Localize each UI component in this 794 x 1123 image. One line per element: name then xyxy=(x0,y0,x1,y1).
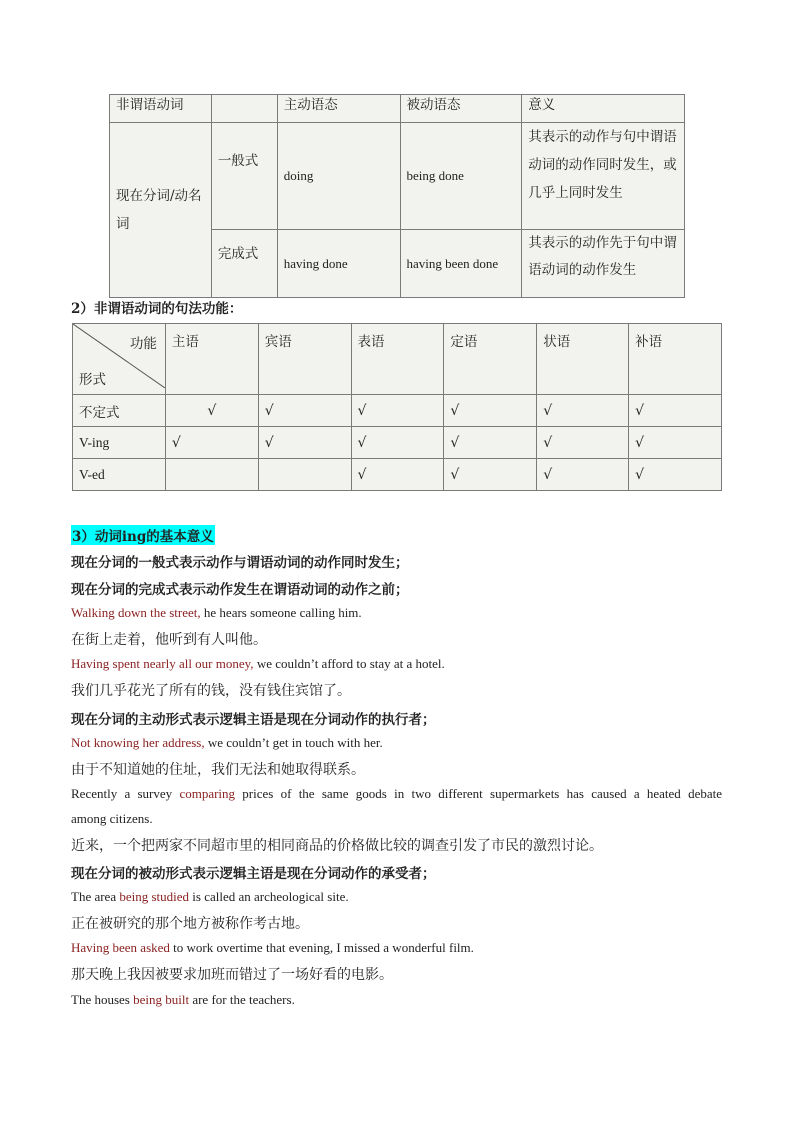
header-cell: 状语 xyxy=(537,324,629,395)
active-cell: having done xyxy=(277,230,400,298)
check-cell: √ xyxy=(537,395,629,427)
row-label-cell: 现在分词/动名词 xyxy=(110,123,212,298)
highlighted-phrase: comparing xyxy=(179,786,236,801)
sentence-rest: we couldn’t afford to stay at a hotel. xyxy=(253,656,445,671)
highlighted-phrase: being studied xyxy=(119,889,190,904)
sentence-start: The houses xyxy=(71,992,134,1007)
rule-text: 现在分词的主动形式表示逻辑主语是现在分词动作的执行者； xyxy=(71,712,436,728)
check-cell: √ xyxy=(351,427,444,459)
header-cell: 意义 xyxy=(522,95,685,123)
header-cell: 表语 xyxy=(351,324,444,395)
table-header-row xyxy=(73,324,722,395)
table-row xyxy=(73,459,722,491)
header-cell: 主动语态 xyxy=(277,95,400,123)
highlighted-phrase: Walking down the street, xyxy=(71,605,201,620)
form-cell: 不定式 xyxy=(73,395,166,427)
check-cell: √ xyxy=(444,459,537,491)
header-cell xyxy=(211,95,277,123)
check-cell: √ xyxy=(258,395,351,427)
header-cell: 被动语态 xyxy=(400,95,522,123)
check-cell: √ xyxy=(629,395,722,427)
meaning-cell: 其表示的动作先于句中谓语动词的动作发生 xyxy=(522,230,685,298)
check-cell: √ xyxy=(629,459,722,491)
check-cell: √ xyxy=(537,427,629,459)
highlighted-phrase: Not knowing her address, xyxy=(71,735,205,750)
table-row xyxy=(73,427,722,459)
diag-top-label: 功能 xyxy=(129,336,157,352)
highlighted-phrase: being built xyxy=(133,992,190,1007)
header-cell: 非谓语动词 xyxy=(110,95,212,123)
form-cell: 完成式 xyxy=(211,230,277,298)
check-cell: √ xyxy=(351,459,444,491)
passive-cell: being done xyxy=(400,123,522,230)
translation: 正在被研究的那个地方被称作考古地。 xyxy=(71,916,309,932)
active-cell: doing xyxy=(277,123,400,230)
sentence-rest: are for the teachers. xyxy=(189,992,295,1007)
table-row xyxy=(73,395,722,427)
diag-bottom-label: 形式 xyxy=(79,372,106,388)
check-cell: √ xyxy=(165,395,258,427)
diagonal-header-cell xyxy=(73,324,166,395)
form-cell: V-ed xyxy=(73,459,166,491)
meaning-cell: 其表示的动作与句中谓语动词的动作同时发生，或几乎上同时发生 xyxy=(522,123,685,230)
form-cell: 一般式 xyxy=(211,123,277,230)
check-cell: √ xyxy=(537,459,629,491)
syntactic-function-table xyxy=(72,323,722,491)
header-cell: 定语 xyxy=(444,324,537,395)
check-cell: √ xyxy=(258,427,351,459)
translation: 那天晚上我因被要求加班而错过了一场好看的电影。 xyxy=(71,967,393,983)
check-cell: √ xyxy=(351,395,444,427)
example-sentence xyxy=(71,889,349,905)
sentence-rest: he hears someone calling him. xyxy=(200,605,362,620)
table-header-row xyxy=(110,95,685,123)
translation: 我们几乎花光了所有的钱，没有钱住宾馆了。 xyxy=(71,683,351,699)
header-cell: 补语 xyxy=(629,324,722,395)
voice-forms-table xyxy=(109,94,685,298)
check-cell xyxy=(165,459,258,491)
check-cell: √ xyxy=(444,395,537,427)
highlighted-phrase: Having spent nearly all our money, xyxy=(71,656,254,671)
check-cell: √ xyxy=(444,427,537,459)
example-sentence xyxy=(71,940,474,956)
sentence-rest: is called an archeological site. xyxy=(189,889,349,904)
example-sentence xyxy=(71,735,383,751)
rule-text: 现在分词的一般式表示动作与谓语动词的动作同时发生； xyxy=(71,555,409,571)
example-sentence xyxy=(71,656,445,672)
translation: 近来，一个把两家不同超市里的相同商品的价格做比较的调查引发了市民的激烈讨论。 xyxy=(71,838,603,854)
sentence-start: Recently a survey xyxy=(71,786,180,801)
translation: 由于不知道她的住址，我们无法和她取得联系。 xyxy=(71,762,365,778)
example-sentence xyxy=(71,992,295,1008)
form-cell: V-ing xyxy=(73,427,166,459)
sentence-rest: prices of the same goods in two different supermarkets has caused a heated debate xyxy=(235,786,722,801)
highlighted-heading: 3）动词ing的基本意义 xyxy=(71,525,215,545)
rule-text: 现在分词的被动形式表示逻辑主语是现在分词动作的承受者； xyxy=(71,866,436,882)
sentence-start: The area xyxy=(71,889,120,904)
header-cell: 主语 xyxy=(165,324,258,395)
header-cell: 宾语 xyxy=(258,324,351,395)
passive-cell: having been done xyxy=(400,230,522,298)
section-heading: 2）非谓语动词的句法功能： xyxy=(71,301,243,317)
example-sentence xyxy=(71,786,722,802)
sentence-rest: we couldn’t get in touch with her. xyxy=(204,735,383,750)
check-cell: √ xyxy=(165,427,258,459)
example-sentence-continued: among citizens. xyxy=(71,811,153,826)
translation: 在街上走着，他听到有人叫他。 xyxy=(71,632,267,648)
check-cell xyxy=(258,459,351,491)
table-row xyxy=(110,123,685,230)
check-cell: √ xyxy=(629,427,722,459)
example-sentence xyxy=(71,605,362,621)
highlighted-phrase: Having been asked xyxy=(71,940,170,955)
sentence-rest: to work overtime that evening, I missed a wonderful film. xyxy=(169,940,474,955)
rule-text: 现在分词的完成式表示动作发生在谓语动词的动作之前； xyxy=(71,582,409,598)
